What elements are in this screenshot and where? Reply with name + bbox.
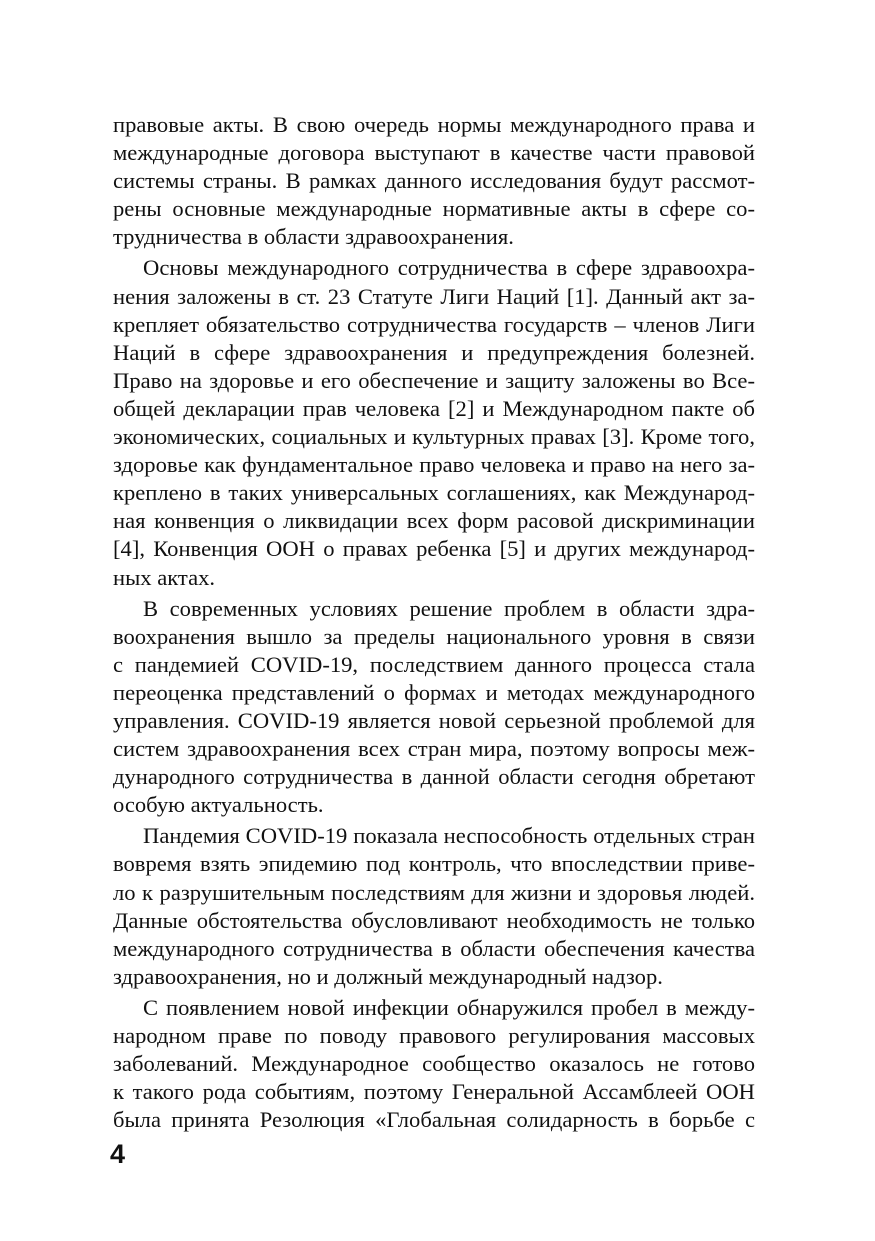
text-line: экономических, социальных и культурных правах [3]. Кроме того, — [113, 424, 755, 450]
text-line: здоровье как фундаментальное право человека и право на него за- — [113, 452, 755, 478]
text-line: дународного сотрудничества в данной области сегодня обретают — [113, 764, 755, 790]
text-line: народном праве по поводу правового регулирования массовых — [113, 1023, 755, 1048]
text-line: Пандемия COVID-19 показала неспособность отдельных стран — [143, 823, 755, 849]
text-line: управления. COVID-19 является новой серьезной проблемой для — [113, 707, 755, 733]
text-line: креплено в таких универсальных соглашениях, как Международ- — [113, 480, 755, 506]
page-body — [113, 111, 755, 1134]
text-line: международные договора выступают в качестве части правовой — [113, 140, 755, 166]
paragraph-3 — [113, 595, 755, 820]
text-line: ло к разрушительным последствиям для жизни и здоровья людей. — [113, 879, 755, 905]
text-line: Наций в сфере здравоохранения и предупреждения болезней. — [113, 339, 755, 365]
text-line: ных актах. — [113, 564, 216, 590]
text-line: трудничества в области здравоохранения. — [113, 224, 514, 250]
paragraph-1 — [113, 111, 755, 251]
text-line: переоценка представлений о формах и методах международного — [113, 679, 755, 705]
text-line: ная конвенция о ликвидации всех форм расовой дискриминации — [113, 508, 755, 534]
text-line: рены основные международные нормативные акты в сфере со- — [113, 196, 755, 222]
text-line: общей декларации прав человека [2] и Международном пакте об — [113, 395, 755, 421]
text-line: здравоохранения, но и должный международный надзор. — [113, 963, 663, 989]
text-line: [4], Конвенция ООН о правах ребенка [5] и других международ- — [113, 536, 755, 562]
paragraph-2 — [113, 254, 755, 591]
text-line: с пандемией COVID-19, последствием данного процесса стала — [113, 651, 755, 677]
text-line: к такого рода событиям, поэтому Генеральной Ассамблеей ООН — [113, 1079, 755, 1105]
text-line: Данные обстоятельства обусловливают необходимость не только — [113, 907, 755, 933]
text-line: нения заложены в ст. 23 Статуте Лиги Наций [1]. Данный акт за- — [113, 283, 755, 309]
text-line: системы страны. В рамках данного исследования будут рассмот- — [113, 168, 755, 194]
text-line: заболеваний. Международное сообщество оказалось не готово — [113, 1051, 755, 1077]
text-line: систем здравоохранения всех стран мира, поэтому вопросы меж- — [113, 736, 755, 762]
paragraph-5 — [113, 994, 755, 1134]
text-line: С появлением новой инфекции обнаружился пробел в между- — [143, 994, 755, 1020]
text-line: международного сотрудничества в области обеспечения качества — [113, 935, 755, 961]
text-line: была принята Резолюция «Глобальная солидарность в борьбе с — [113, 1107, 755, 1133]
paragraph-4 — [113, 822, 755, 991]
page-number: 4 — [110, 1139, 126, 1169]
text-line: особую актуальность. — [113, 792, 324, 818]
text-line: В современных условиях решение проблем в области здра- — [143, 595, 755, 621]
text-line: крепляет обязательство сотрудничества государств – членов Лиги — [113, 311, 755, 337]
text-line: Право на здоровье и его обеспечение и защиту заложены во Все- — [113, 367, 755, 393]
text-line: Основы международного сотрудничества в сфере здравоохра- — [143, 255, 755, 281]
text-line: воохранения вышло за пределы национального уровня в связи — [113, 623, 755, 649]
text-line: вовремя взять эпидемию под контроль, что впоследствии приве- — [113, 851, 755, 877]
text-line: правовые акты. В свою очередь нормы международного права и — [113, 112, 755, 137]
